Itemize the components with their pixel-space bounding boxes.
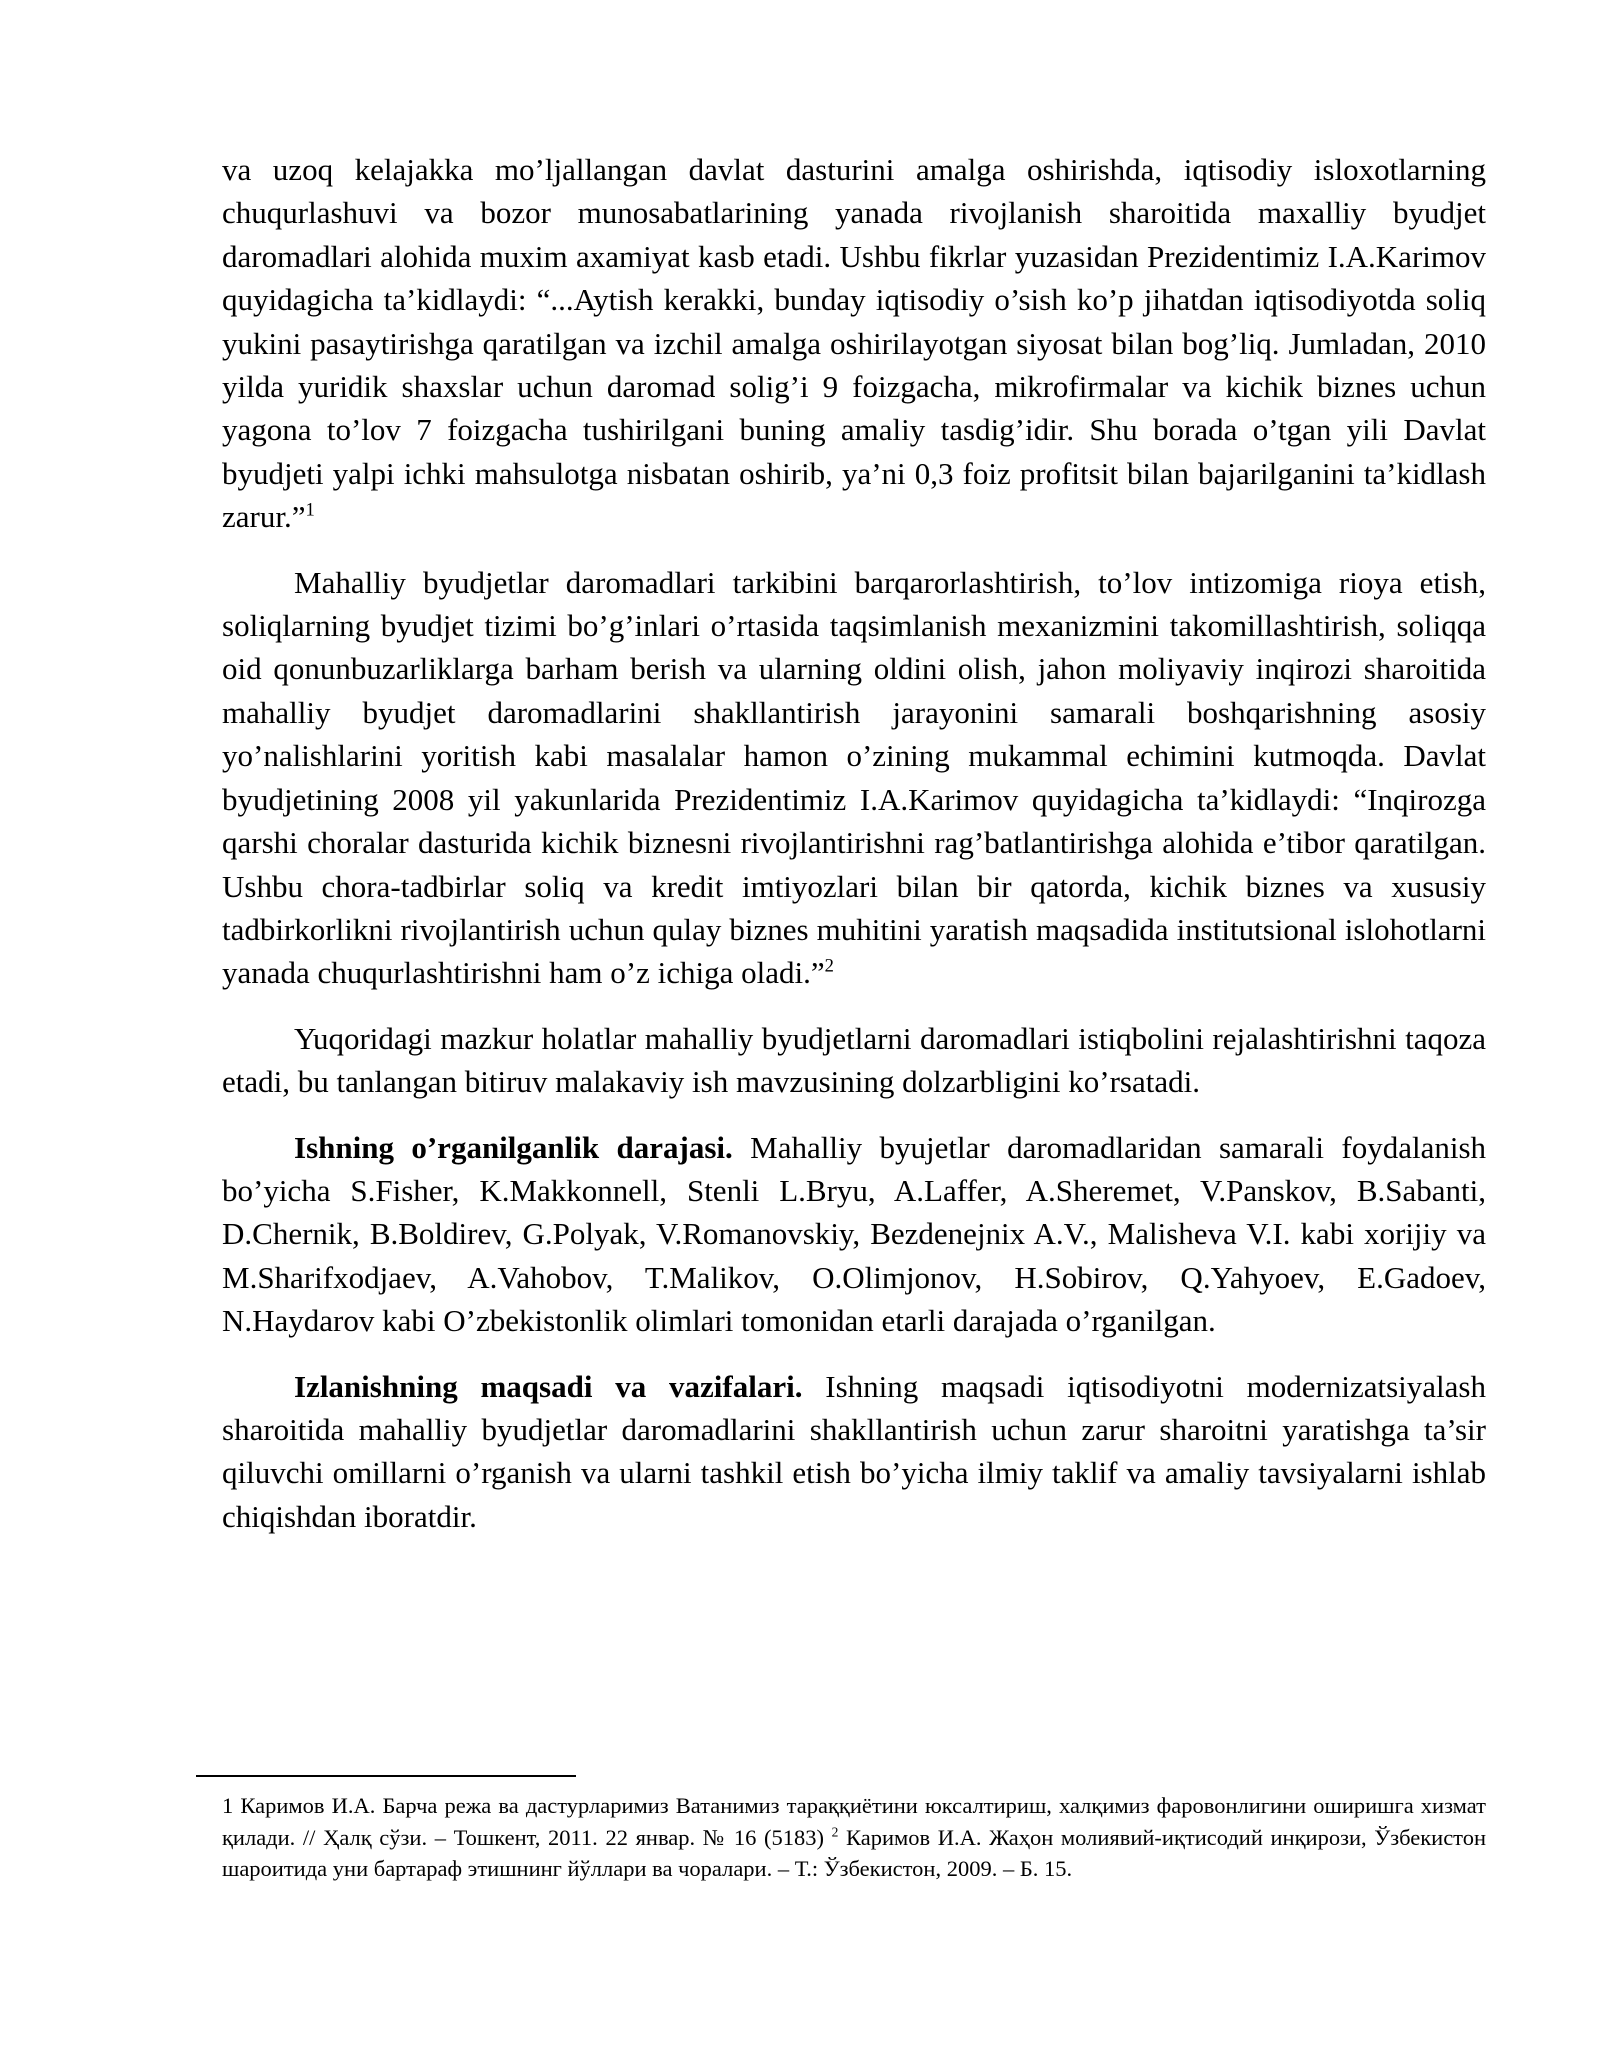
paragraph-1 <box>222 148 1486 539</box>
footnote-1 <box>222 1790 1486 1885</box>
body-text <box>222 148 1486 1560</box>
paragraph-5-text: Ishning maqsadi iqtisodiyotni modernizatsiyalash sharoitida mahalliy byudjetlar daromadlarini shakllantirish uchun zarur sharoitni yaratishga ta’sir qiluvchi omillarni o’rganish va ularni tashkil etish bo’yicha ilmiy taklif va amaliy tavsiyalarni ishlab chiqishdan iboratdir. <box>222 1368 1486 1534</box>
footnote-ref-1: 1 <box>305 499 315 521</box>
paragraph-4-heading: Ishning o’rganilganlik darajasi. <box>294 1129 733 1165</box>
paragraph-5-heading: Izlanishning maqsadi va vazifalari. <box>294 1368 803 1404</box>
footnote-separator <box>196 1775 576 1777</box>
paragraph-4-text: Mahalliy byujetlar daromadlaridan samarali foydalanish bo’yicha S.Fisher, K.Makkonnell, Stenli L.Bryu, A.Laffer, A.Sheremet, V.Panskov, B.Sabanti, D.Chernik, B.Boldirev, G.Polyak, V.Romanovskiy, Bezdenejnix A.V., Malisheva V.I. kabi xorijiy va M.Sharifxodjaev, A.Vahobov, T.Malikov, O.Olimjonov, H.Sobirov, Q.Yahyoev, E.Gadoev, N.Haydarov kabi O’zbekistonlik olimlari tomonidan etarli darajada o’rganilgan. <box>222 1129 1487 1339</box>
footnote-ref-2: 2 <box>824 955 834 977</box>
paragraph-4 <box>222 1126 1486 1343</box>
paragraph-2 <box>222 561 1486 995</box>
paragraph-3 <box>222 1017 1486 1104</box>
footnote-1-marker: 1 <box>222 1793 234 1818</box>
footnote-1-text: Каримов И.А. Барча режа ва дастурларимиз Ватанимиз тараққиётини юксалтириш, халқимиз фаровонлигини оширишга хизмат қилади. // Ҳалқ сўзи. – Тошкент, 2011. 22 январ. № 16 (5183) <box>222 1793 1486 1850</box>
paragraph-1-text: va uzoq kelajakka mo’ljallangan davlat dasturini amalga oshirishda, iqtisodiy isloxotlarning chuqurlashuvi va bozor munosabatlarining yanada rivojlanish sharoitida maxalliy byudjet daromadlari alohida muxim axamiyat kasb etadi. Ushbu fikrlar yuzasidan Prezidentimiz I.A.Karimov quyidagicha ta’kidlaydi: “...Aytish kerakki, bunday iqtisodiy o’sish ko’p jihatdan iqtisodiyotda soliq yukini pasaytirishga qaratilgan va izchil amalga oshirilayotgan siyosat bilan bog’liq. Jumladan, 2010 yilda yuridik shaxslar uchun daromad solig’i 9 foizgacha, mikrofirmalar va kichik biznes uchun yagona to’lov 7 foizgacha tushirilgani buning amaliy tasdig’idir. Shu borada o’tgan yili Davlat byudjeti yalpi ichki mahsulotga nisbatan oshirib, ya’ni 0,3 foiz profitsit bilan bajarilganini ta’kidlash zarur.” <box>222 152 1486 535</box>
paragraph-3-text: Yuqoridagi mazkur holatlar mahalliy byudjetlarni daromadlari istiqbolini rejalashtirishni taqoza etadi, bu tanlangan bitiruv malakaviy ish mavzusining dolzarbligini ko’rsatadi. <box>222 1020 1486 1100</box>
footnote-2-marker: 2 <box>831 1824 839 1839</box>
paragraph-5 <box>222 1365 1486 1539</box>
footnotes <box>222 1790 1486 1885</box>
paragraph-2-text: Mahalliy byudjetlar daromadlari tarkibini barqarorlashtirish, to’lov intizomiga rioya etish, soliqlarning byudjet tizimi bo’g’inlari o’rtasida taqsimlanish mexanizmini takomillashtirish, soliqqa oid qonunbuzarliklarga barham berish va ularning oldini olish, jahon moliyaviy inqirozi sharoitida mahalliy byudjet daromadlarini shakllantirish jarayonini samarali boshqarishning asosiy yo’nalishlarini yoritish kabi masalalar hamon o’zining mukammal echimini kutmoqda. Davlat byudjetining 2008 yil yakunlarida Prezidentimiz I.A.Karimov quyidagicha ta’kidlaydi: “Inqirozga qarshi choralar dasturida kichik biznesni rivojlantirishni rag’batlantirishga alohida e’tibor qaratilgan. Ushbu chora-tadbirlar soliq va kredit imtiyozlari bilan bir qatorda, kichik biznes va xususiy tadbirkorlikni rivojlantirish uchun qulay biznes muhitini yaratish maqsadida institutsional islohotlarni yanada chuqurlashtirishni ham o’z ichiga oladi.” <box>222 564 1486 991</box>
footnote-2-text: Каримов И.А. Жаҳон молиявий-иқтисодий инқирози, Ўзбекистон шароитида уни бартараф этишнинг йўллари ва чоралари. – Т.: Ўзбекистон, 2009. – Б. 15. <box>222 1824 1487 1881</box>
